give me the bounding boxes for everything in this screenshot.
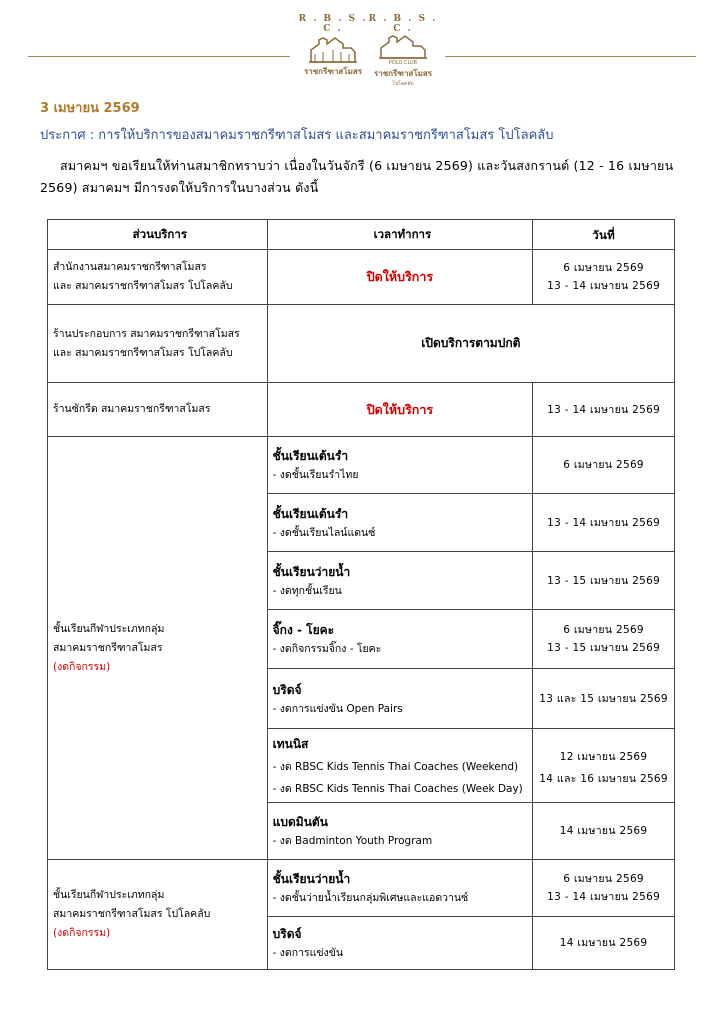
group-service-cell: ชั้นเรียนกีฬาประเภทกลุ่ม สมาคมราชกรีฑาสโมสร (งดกิจกรรม) bbox=[48, 437, 268, 860]
activity-cell: ชั้นเรียนว่ายน้ำ - งดชั้นว่ายน้ำเรียนกลุ่มพิเศษและแอดวานซ์ bbox=[267, 860, 533, 917]
date-cell: 13 - 15 เมษายน 2569 bbox=[533, 552, 675, 610]
table-row bbox=[48, 250, 675, 305]
announcement-intro: สมาคมฯ ขอเรียนให้ท่านสมาชิกทราบว่า เนื่องในวันจักรี (6 เมษายน 2569) และวันสงกรานต์ (12 - 16 เมษายน 2569) สมาคมฯ มีการงดให้บริการในบางส่วน ดังนี้ bbox=[40, 158, 674, 195]
header-divider-left bbox=[28, 56, 290, 57]
service-cell: ร้านประกอบการ สมาคมราชกรีฑาสโมสร และ สมาคมราชกรีฑาสโมสร โปโลคลับ bbox=[48, 305, 268, 383]
date-cell: 6 เมษายน 2569 13 - 15 เมษายน 2569 bbox=[533, 610, 675, 669]
date-cell: 13 - 14 เมษายน 2569 bbox=[533, 494, 675, 552]
activity-cell: ชั้นเรียนเต้นรำ - งดชั้นเรียนรำไทย bbox=[267, 437, 533, 494]
date-cell: 13 - 14 เมษายน 2569 bbox=[533, 383, 675, 437]
date-cell: 6 เมษายน 2569 bbox=[533, 437, 675, 494]
activity-cell: แบดมินตัน - งด Badminton Youth Program bbox=[267, 803, 533, 860]
header-service: ส่วนบริการ bbox=[48, 220, 268, 250]
header-hours: เวลาทำการ bbox=[267, 220, 533, 250]
table-row bbox=[48, 437, 675, 494]
rbsc-logo: R . B . S . C . ราชกรีฑาสโมสร bbox=[298, 14, 368, 76]
table-row bbox=[48, 305, 675, 383]
activity-cell: จิ๊กง - โยคะ - งดกิจกรรมจิ๊กง - โยคะ bbox=[267, 610, 533, 669]
header-divider-right bbox=[445, 56, 696, 57]
table-header-row bbox=[48, 220, 675, 250]
activity-cell: บริดจ์ - งดการแข่งขัน bbox=[267, 917, 533, 970]
service-cell: สำนักงานสมาคมราชกรีฑาสโมสร และ สมาคมราชกรีฑาสโมสร โปโลคลับ bbox=[48, 250, 268, 305]
header-date: วันที่ bbox=[533, 220, 675, 250]
service-schedule-table bbox=[47, 219, 675, 970]
date-cell: 6 เมษายน 2569 13 - 14 เมษายน 2569 bbox=[533, 860, 675, 917]
activity-cell: ชั้นเรียนเต้นรำ - งดชั้นเรียนไลน์แดนซ์ bbox=[267, 494, 533, 552]
service-cell: ร้านซักรีด สมาคมราชกรีฑาสโมสร bbox=[48, 383, 268, 437]
hours-open: เปิดบริการตามปกติ bbox=[267, 305, 674, 383]
hours-closed: ปิดให้บริการ bbox=[267, 383, 533, 437]
activity-cell: ชั้นเรียนว่ายน้ำ - งดทุกชั้นเรียน bbox=[267, 552, 533, 610]
polo-emblem-icon bbox=[375, 34, 431, 60]
date-cell: 14 เมษายน 2569 bbox=[533, 803, 675, 860]
table-row bbox=[48, 383, 675, 437]
date-cell: 6 เมษายน 2569 13 - 14 เมษายน 2569 bbox=[533, 250, 675, 305]
activity-cell: เทนนิส - งด RBSC Kids Tennis Thai Coaches (Weekend) - งด RBSC Kids Tennis Thai Coaches (Week Day) bbox=[267, 729, 533, 803]
announcement-date: 3 เมษายน 2569 bbox=[40, 101, 140, 116]
activity-cell: บริดจ์ - งดการแข่งขัน Open Pairs bbox=[267, 669, 533, 729]
date-cell: 14 เมษายน 2569 bbox=[533, 917, 675, 970]
hours-closed: ปิดให้บริการ bbox=[267, 250, 533, 305]
date-cell: 12 เมษายน 2569 14 และ 16 เมษายน 2569 bbox=[533, 729, 675, 803]
table-row bbox=[48, 860, 675, 917]
announcement-title: ประกาศ : การให้บริการของสมาคมราชกรีฑาสโมสร และสมาคมราชกรีฑาสโมสร โปโลคลับ bbox=[40, 128, 554, 143]
clubhouse-emblem-icon bbox=[305, 34, 361, 64]
polo-club-logo: R . B . S . C . POLO CLUB ราชกรีฑาสโมสร โปโลคลับ bbox=[368, 14, 438, 87]
date-cell: 13 และ 15 เมษายน 2569 bbox=[533, 669, 675, 729]
group-service-cell: ชั้นเรียนกีฬาประเภทกลุ่ม สมาคมราชกรีฑาสโมสร โปโลคลับ (งดกิจกรรม) bbox=[48, 860, 268, 970]
